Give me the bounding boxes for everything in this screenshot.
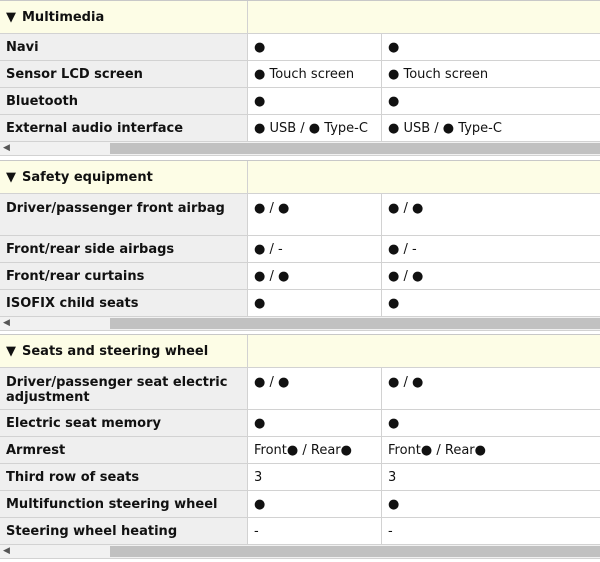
- scrollbar-thumb[interactable]: [110, 143, 600, 154]
- row-value: Front● / Rear●: [381, 437, 600, 463]
- row-value: ●: [247, 491, 381, 517]
- row-value: -: [381, 518, 600, 544]
- row-value: ●: [381, 290, 600, 316]
- row-value: ●: [381, 34, 600, 60]
- spec-row: [0, 61, 600, 88]
- spec-row: [0, 491, 600, 518]
- row-label: External audio interface: [0, 115, 247, 141]
- row-label: Armrest: [0, 437, 247, 463]
- row-value: Front● / Rear●: [247, 437, 381, 463]
- scrollbar-thumb[interactable]: [110, 546, 600, 557]
- section-header[interactable]: [0, 161, 600, 194]
- spec-row: [0, 194, 600, 236]
- row-value: ● / ●: [381, 368, 600, 409]
- section-header[interactable]: [0, 1, 600, 34]
- row-value: ● USB / ● Type-C: [247, 115, 381, 141]
- row-label: Electric seat memory: [0, 410, 247, 436]
- section-title[interactable]: ▼ Safety equipment: [0, 161, 247, 193]
- spec-row: [0, 437, 600, 464]
- triangle-down-icon[interactable]: ▼: [6, 9, 16, 25]
- spec-row: [0, 464, 600, 491]
- row-value: ● Touch screen: [247, 61, 381, 87]
- triangle-down-icon[interactable]: ▼: [6, 169, 16, 185]
- row-label: Navi: [0, 34, 247, 60]
- row-value: ●: [247, 88, 381, 114]
- spec-row: [0, 263, 600, 290]
- row-label: Multifunction steering wheel: [0, 491, 247, 517]
- row-value: ● Touch screen: [381, 61, 600, 87]
- row-value: ●: [247, 290, 381, 316]
- row-value: ● / -: [247, 236, 381, 262]
- section-title[interactable]: ▼ Multimedia: [0, 1, 247, 33]
- triangle-down-icon[interactable]: ▼: [6, 343, 16, 359]
- row-label: Driver/passenger seat electric adjustment: [0, 368, 247, 409]
- row-value: ●: [381, 491, 600, 517]
- row-value: ● / ●: [247, 368, 381, 409]
- spec-row: [0, 88, 600, 115]
- header-blank: [247, 1, 600, 33]
- row-value: ●: [381, 410, 600, 436]
- row-value: -: [247, 518, 381, 544]
- row-value: ●: [381, 88, 600, 114]
- row-value: ●: [247, 34, 381, 60]
- row-value: ● / ●: [381, 263, 600, 289]
- row-label: Driver/passenger front airbag: [0, 194, 247, 235]
- horizontal-scrollbar[interactable]: [0, 545, 600, 559]
- row-label: ISOFIX child seats: [0, 290, 247, 316]
- arrow-left-icon[interactable]: ◀: [3, 143, 10, 153]
- row-value: ● / ●: [381, 194, 600, 235]
- arrow-left-icon[interactable]: ◀: [3, 318, 10, 328]
- spec-section-multimedia: [0, 0, 600, 156]
- row-value: 3: [247, 464, 381, 490]
- row-value: ● USB / ● Type-C: [381, 115, 600, 141]
- row-label: Sensor LCD screen: [0, 61, 247, 87]
- scrollbar-thumb[interactable]: [110, 318, 600, 329]
- spec-row: [0, 115, 600, 142]
- header-blank: [247, 335, 600, 367]
- horizontal-scrollbar[interactable]: [0, 142, 600, 156]
- row-value: 3: [381, 464, 600, 490]
- row-label: Third row of seats: [0, 464, 247, 490]
- horizontal-scrollbar[interactable]: [0, 317, 600, 331]
- spec-row: [0, 368, 600, 410]
- row-label: Bluetooth: [0, 88, 247, 114]
- spec-section-seats-steering: [0, 334, 600, 559]
- row-value: ● / -: [381, 236, 600, 262]
- header-blank: [247, 161, 600, 193]
- row-label: Steering wheel heating: [0, 518, 247, 544]
- spec-row: [0, 34, 600, 61]
- section-title[interactable]: ▼ Seats and steering wheel: [0, 335, 247, 367]
- spec-section-safety-equipment: [0, 160, 600, 331]
- section-header[interactable]: [0, 335, 600, 368]
- spec-row: [0, 410, 600, 437]
- row-value: ●: [247, 410, 381, 436]
- row-value: ● / ●: [247, 194, 381, 235]
- row-label: Front/rear side airbags: [0, 236, 247, 262]
- row-value: ● / ●: [247, 263, 381, 289]
- spec-row: [0, 290, 600, 317]
- arrow-left-icon[interactable]: ◀: [3, 546, 10, 556]
- spec-row: [0, 518, 600, 545]
- row-label: Front/rear curtains: [0, 263, 247, 289]
- spec-row: [0, 236, 600, 263]
